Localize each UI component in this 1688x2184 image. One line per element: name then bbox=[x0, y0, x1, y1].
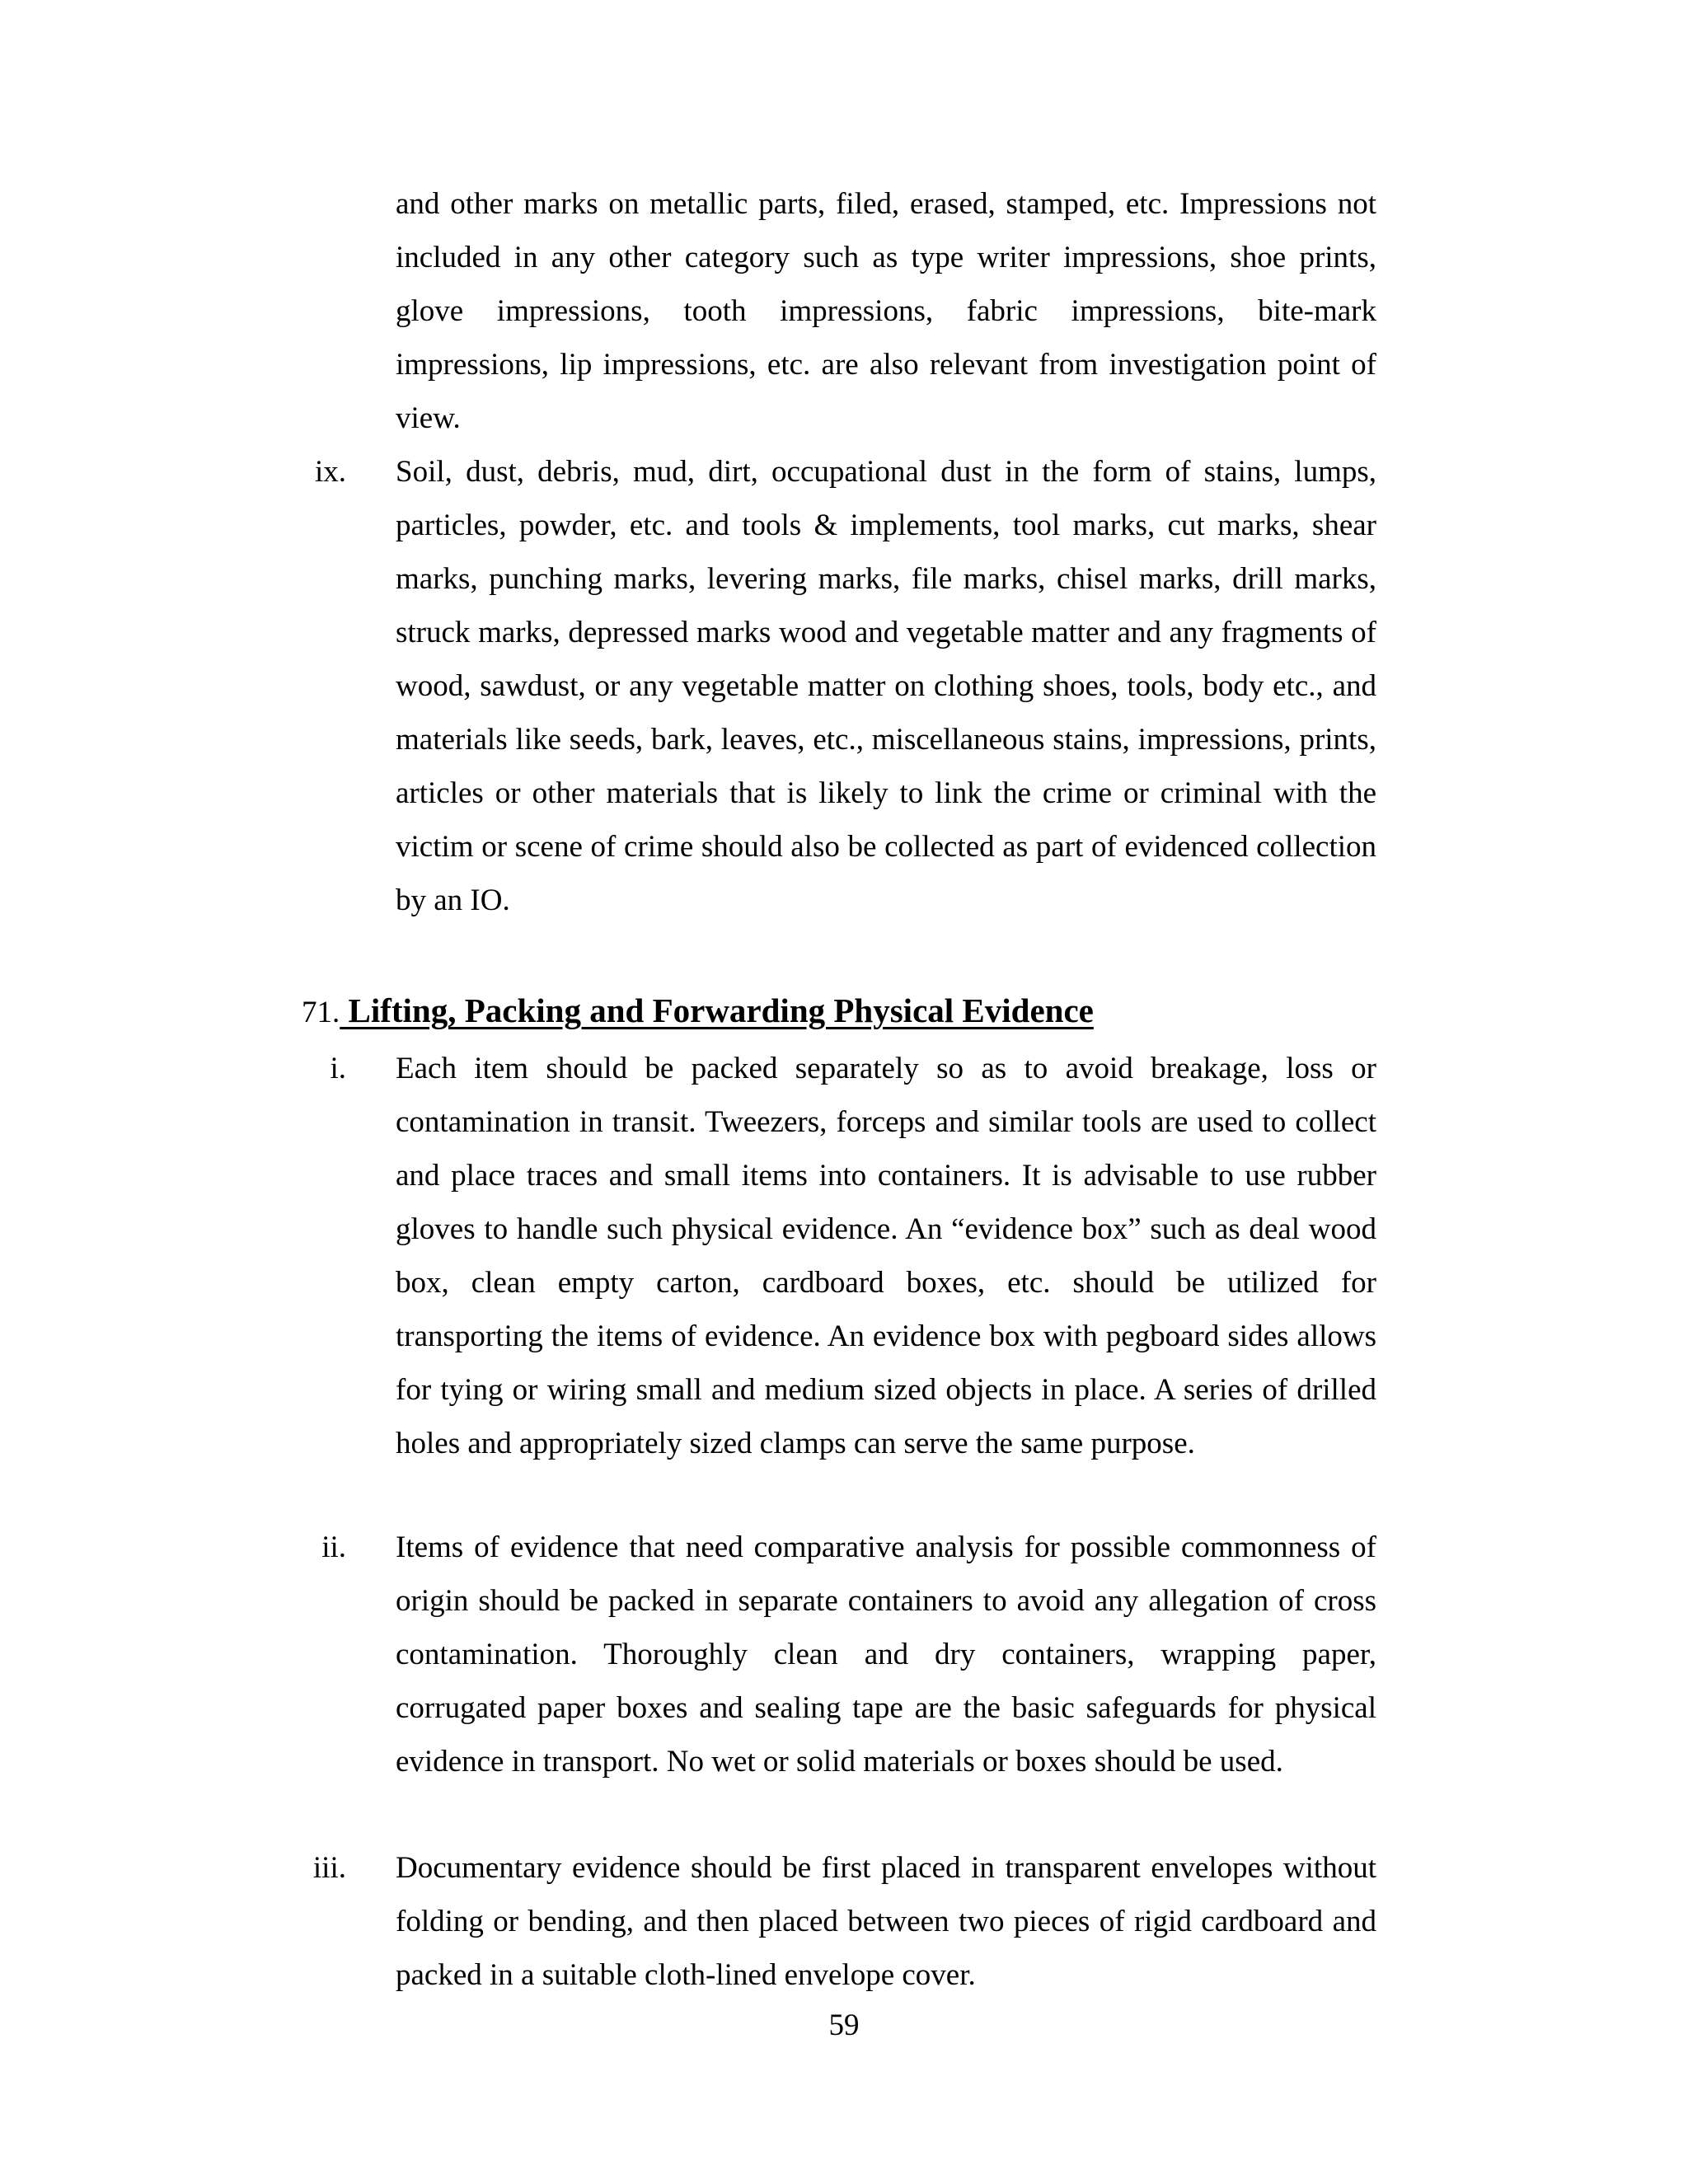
section-title: Lifting, Packing and Forwarding Physical Evidence bbox=[340, 991, 1094, 1029]
item-ii-paragraph: Items of evidence that need comparative analysis for possible commonness of origin should be packed in separate containers to avoid any allegation of cross contamination. Thoroughly clean and dry containers, wrapping paper, corrugated paper boxes and sealing tape are the basic safeguards for physical evidence in transport. No wet or solid materials or boxes should be used. bbox=[396, 1530, 1376, 1779]
item-iii-label: iii. bbox=[312, 1851, 346, 1885]
item-i-label: i. bbox=[330, 1052, 346, 1085]
section-number: 71. bbox=[302, 996, 340, 1029]
item-ii-label: ii. bbox=[321, 1530, 346, 1564]
page-number: 59 bbox=[828, 2008, 860, 2042]
item-ix-label: ix. bbox=[314, 455, 346, 489]
item-iii-paragraph: Documentary evidence should be first placed in transparent envelopes without folding or bending, and then placed between two pieces of rigid cardboard and packed in a suitable cloth-lined envelope cover. bbox=[396, 1851, 1376, 1992]
item-ix-paragraph: Soil, dust, debris, mud, dirt, occupational dust in the form of stains, lumps, particles, powder, etc. and tools & implements, tool marks, cut marks, shear marks, punching marks, levering marks, file marks, chisel marks, drill marks, struck marks, depressed marks wood and vegetable matter and any fragments of wood, sawdust, or any vegetable matter on clothing shoes, tools, body etc., and materials like seeds, bark, leaves, etc., miscellaneous stains, impressions, prints, articles or other materials that is likely to link the crime or criminal with the victim or scene of crime should also be collected as part of evidenced collection by an IO. bbox=[396, 455, 1376, 917]
continuation-paragraph: and other marks on metallic parts, filed, erased, stamped, etc. Impressions not included in any other category such as type writer impressions, shoe prints, glove impressions, tooth impressions, fabric impressions, bite-mark impressions, lip impressions, etc. are also relevant from investigation point of view. bbox=[396, 187, 1376, 435]
item-i-paragraph: Each item should be packed separately so as to avoid breakage, loss or contamination in transit. Tweezers, forceps and similar tools are used to collect and place traces and small items into containers. It is advisable to use rubber gloves to handle such physical evidence. An “evidence box” such as deal wood box, clean empty carton, cardboard boxes, etc. should be utilized for transporting the items of evidence. An evidence box with pegboard sides allows for tying or wiring small and medium sized objects in place. A series of drilled holes and appropriately sized clamps can serve the same purpose. bbox=[396, 1052, 1376, 1460]
section-heading bbox=[302, 986, 1094, 1038]
